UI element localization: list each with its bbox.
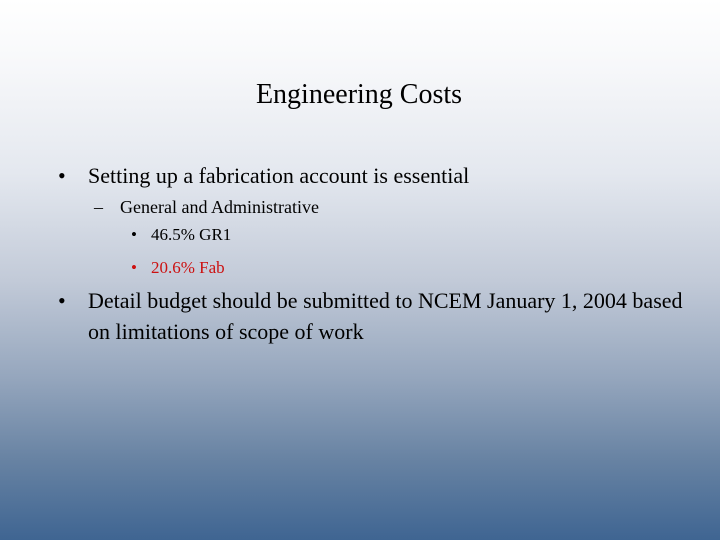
bullet-text: Detail budget should be submitted to NCEM January 1, 2004 based on limitations of scope of work <box>88 288 683 344</box>
sub-sub-bullet-item-highlight <box>131 256 225 280</box>
bullet-marker: • <box>58 288 66 313</box>
bullet-marker: • <box>131 258 137 277</box>
sub-sub-bullet-text: 46.5% GR1 <box>151 225 232 244</box>
sub-sub-bullet-item <box>131 223 232 247</box>
sub-sub-bullet-text: 20.6% Fab <box>151 258 225 277</box>
bullet-item <box>58 160 688 191</box>
sub-bullet-item <box>94 194 319 220</box>
bullet-marker: • <box>131 225 137 244</box>
slide-title: Engineering Costs <box>255 79 463 110</box>
bullet-marker: • <box>58 163 66 188</box>
bullet-text: Setting up a fabrication account is essential <box>88 163 470 188</box>
sub-bullet-text: General and Administrative <box>120 197 319 217</box>
bullet-item <box>58 285 688 347</box>
dash-marker: – <box>94 197 103 217</box>
